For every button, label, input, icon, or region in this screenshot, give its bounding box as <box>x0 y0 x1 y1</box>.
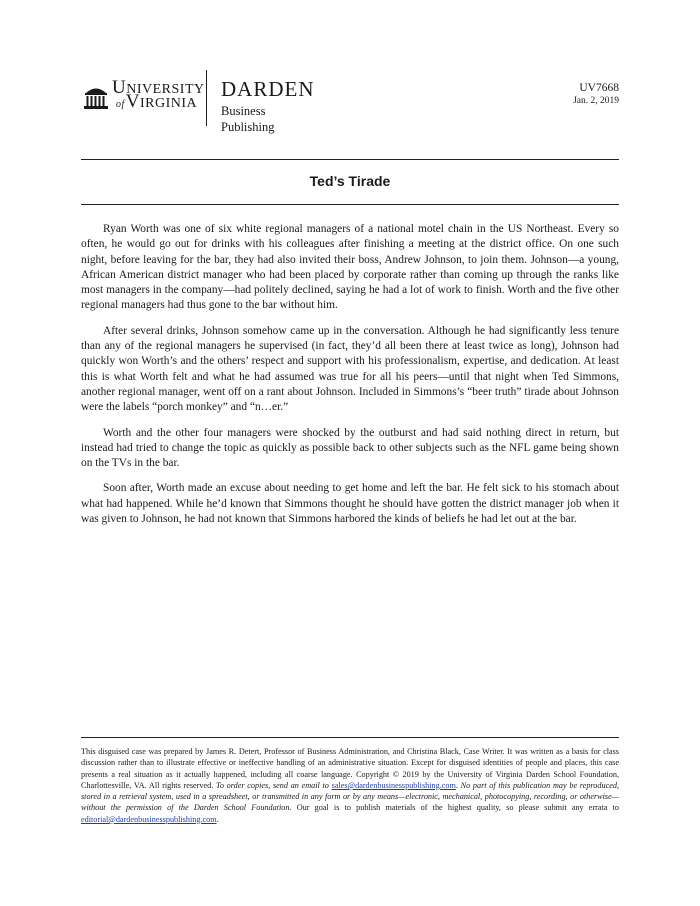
sales-email-link[interactable]: sales@dardenbusinesspublishing.com <box>331 780 456 790</box>
logo-divider <box>206 70 207 126</box>
title-rule <box>81 204 619 205</box>
case-body <box>81 222 619 537</box>
darden-logo <box>221 78 315 135</box>
paragraph: Soon after, Worth made an excuse about needing to get home and left the bar. He felt sick to his stomach about what had happened. While he’d known that Simmons thought he should have gotten the district manager job when it was given to Johnson, he had not known that Simmons harbored the kinds of beliefs he had let out at the bar. <box>81 482 619 526</box>
paragraph: After several drinks, Johnson somehow came up in the conversation. Although he had significantly less tenure than any of the regional managers he supervised (in fact, they’d all been there at least twice as long), Johnson had quickly won Worth’s and the others’ respect and support with his professionalism, expertise, and dedication. At least this is what Worth felt and what he had assumed was true for all his peers—until that night when Ted Simmons, another regional manager, went off on a rant about Johnson. Included in Simmons’s “beer truth” tirade about Johnson were the labels “porch monkey” and “n…er.” <box>81 324 619 414</box>
header-rule <box>81 159 619 160</box>
footnote: This disguised case was prepared by James R. Detert, Professor of Business Administration, and Christina Black, Case Writer. It was written as a basis for class discussion rather than to illustrate effective or ineffective handling of an administrative situation. Except for disguised identities of people and places, this case presents a real situation as it actually happened, including all coarse language. Copyright © 2019 by the University of Virginia Darden School Foundation, Charlottesville, VA. All rights reserved. To order copies, send an email to sales@dardenbusinesspublishing.com. No part of this publication may be reproduced, stored in a retrieval system, used in a spreadsheet, or transmitted in any form or by any means—electronic, mechanical, photocopying, recording, or otherwise—without the permission of the Darden School Foundation. Our goal is to publish materials of the highest quality, so please submit any errata to editorial@dardenbusinesspublishing.com. <box>81 747 620 824</box>
rotunda-icon <box>84 84 108 110</box>
uva-logo <box>84 77 205 112</box>
editorial-email-link[interactable]: editorial@dardenbusinesspublishing.com <box>81 814 217 824</box>
footnote-rule <box>81 737 619 738</box>
case-number-block <box>573 82 619 107</box>
paragraph: Ryan Worth was one of six white regional managers of a national motel chain in the US Northeast. Every so often, he would go out for drinks with his colleagues after finishing a meeting at the district office. On one such night, before leaving for the bar, they had also invited their boss, Andrew Johnson, to join them. Johnson—a young, African American district manager who had been placed by corporate rather than coming up through the ranks like most managers in the company—had politely declined, saying he had a lot of work to finish. Worth and the five other regional managers had thus gone to the bar without him. <box>81 223 619 312</box>
case-id: UV7668 <box>579 82 619 94</box>
uva-wordmark: UNIVERSITY ofVIRGINIA <box>112 77 205 112</box>
case-title: Ted’s Tirade <box>309 173 391 189</box>
paragraph: Worth and the other four managers were shocked by the outburst and had said nothing direct in return, but instead had tried to change the topic as quickly as possible back to other subjects such as the NFL game being shown on the TVs in the bar. <box>81 426 619 470</box>
darden-name: DARDEN <box>221 77 315 101</box>
case-date: Jan. 2, 2019 <box>573 96 619 106</box>
darden-subtitle: Business Publishing <box>221 104 275 134</box>
